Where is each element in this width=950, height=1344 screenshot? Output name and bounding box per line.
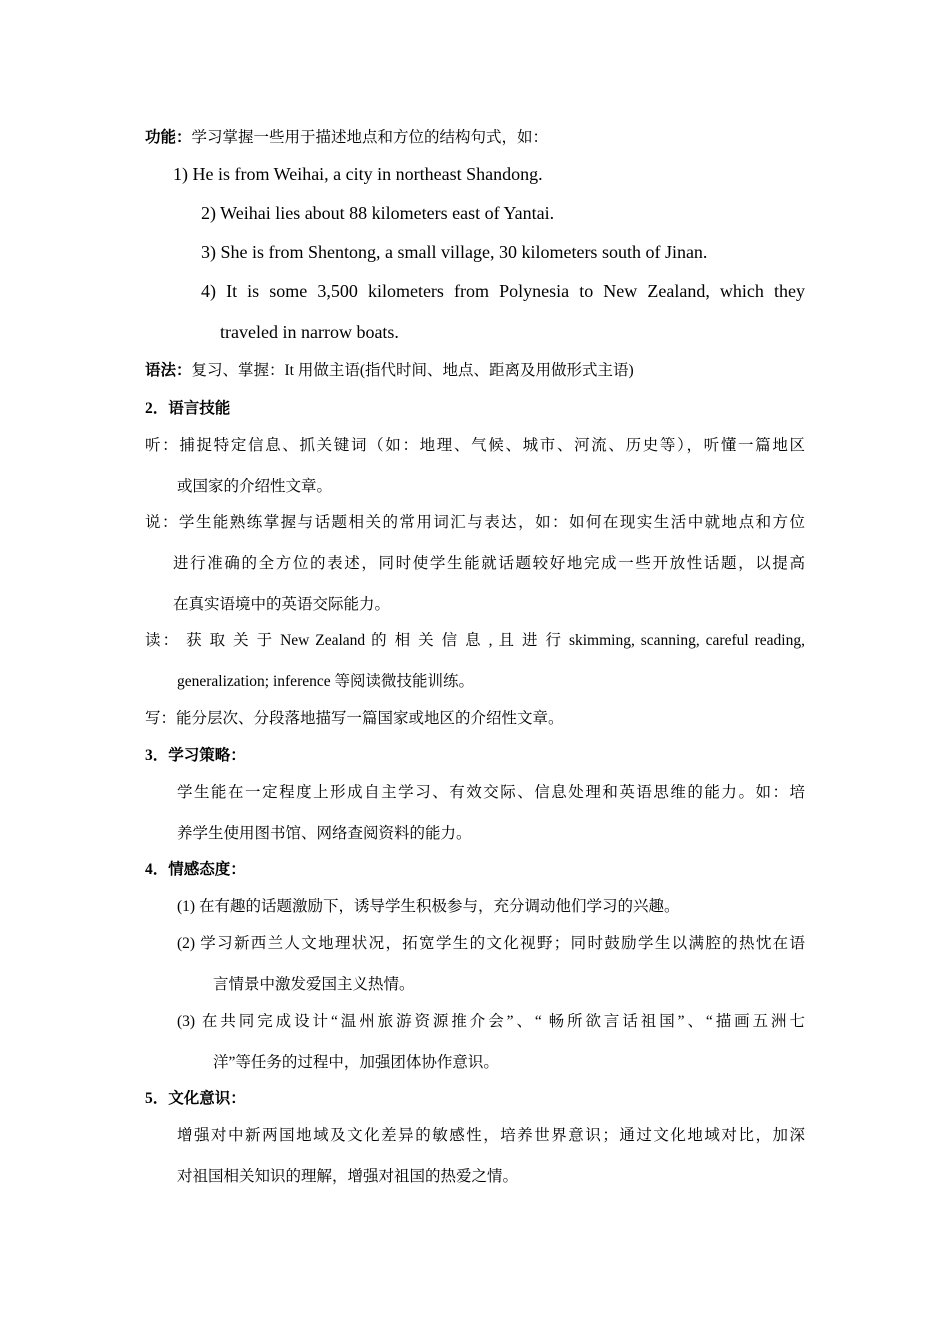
attitude-heading: 4．情感态度： bbox=[145, 861, 246, 878]
grammar-label: 语法： bbox=[145, 362, 192, 379]
function-text: 学习掌握一些用于描述地点和方位的结构句式，如： bbox=[191, 129, 549, 146]
function-label: 功能： bbox=[145, 129, 192, 146]
example-2: 2) Weihai lies about 88 kilometers east of Yantai. bbox=[201, 203, 555, 223]
strategies-heading: 3．学习策略： bbox=[145, 747, 246, 764]
grammar-text: 复习、掌握：It 用做主语(指代时间、地点、距离及用做形式主语) bbox=[191, 362, 634, 379]
culture-line-2: 对祖国相关知识的理解，增强对祖国的热爱之情。 bbox=[177, 1168, 519, 1185]
attitude-item-2-line-1: (2) 学习新西兰人文地理状况，拓宽学生的文化视野；同时鼓励学生以满腔的热忱在语 bbox=[177, 935, 805, 952]
speaking-line-3: 在真实语境中的英语交际能力。 bbox=[173, 596, 391, 613]
culture-line-1: 增强对中新两国地域及文化差异的敏感性，培养世界意识；通过文化地域对比，加深 bbox=[177, 1127, 805, 1144]
strategies-line-1: 学生能在一定程度上形成自主学习、有效交际、信息处理和英语思维的能力。如：培 bbox=[177, 784, 805, 801]
listening-line-2: 或国家的介绍性文章。 bbox=[177, 478, 333, 495]
attitude-item-2-line-2: 言情景中激发爱国主义热情。 bbox=[213, 976, 415, 993]
culture-heading: 5．文化意识： bbox=[145, 1090, 246, 1107]
listening-line-1: 听：捕捉特定信息、抓关键词（如：地理、气候、城市、河流、历史等），听懂一篇地区 bbox=[145, 437, 805, 454]
example-1: 1) He is from Weihai, a city in northeast Shandong. bbox=[173, 164, 543, 184]
attitude-item-1: (1) 在有趣的话题激励下，诱导学生积极参与，充分调动他们学习的兴趣。 bbox=[177, 898, 680, 915]
writing-line: 写：能分层次、分段落地描写一篇国家或地区的介绍性文章。 bbox=[145, 710, 564, 727]
function-line bbox=[145, 130, 548, 146]
reading-line-1: 读： 获 取 关 于 New Zealand 的 相 关 信 息 , 且 进 行 skimming, scanning, careful reading, bbox=[145, 632, 805, 649]
language-skills-heading: 2．语言技能 bbox=[145, 400, 231, 417]
example-3: 3) She is from Shentong, a small village, 30 kilometers south of Jinan. bbox=[201, 242, 708, 262]
speaking-line-1: 说：学生能熟练掌握与话题相关的常用词汇与表达，如：如何在现实生活中就地点和方位 bbox=[145, 514, 805, 531]
example-4: 4) It is some 3,500 kilometers from Polynesia to New Zealand, which they bbox=[201, 281, 805, 301]
speaking-line-2: 进行准确的全方位的表述，同时使学生能就话题较好地完成一些开放性话题，以提高 bbox=[173, 555, 805, 572]
grammar-line bbox=[145, 363, 634, 379]
attitude-item-3-line-1: (3) 在共同完成设计“温州旅游资源推介会”、“ 畅所欲言话祖国”、“描画五洲七 bbox=[177, 1013, 805, 1030]
example-4-cont: traveled in narrow boats. bbox=[220, 322, 399, 342]
strategies-line-2: 养学生使用图书馆、网络查阅资料的能力。 bbox=[177, 825, 472, 842]
reading-line-2: generalization; inference 等阅读微技能训练。 bbox=[177, 673, 474, 690]
attitude-item-3-line-2: 洋”等任务的过程中，加强团体协作意识。 bbox=[213, 1054, 499, 1071]
